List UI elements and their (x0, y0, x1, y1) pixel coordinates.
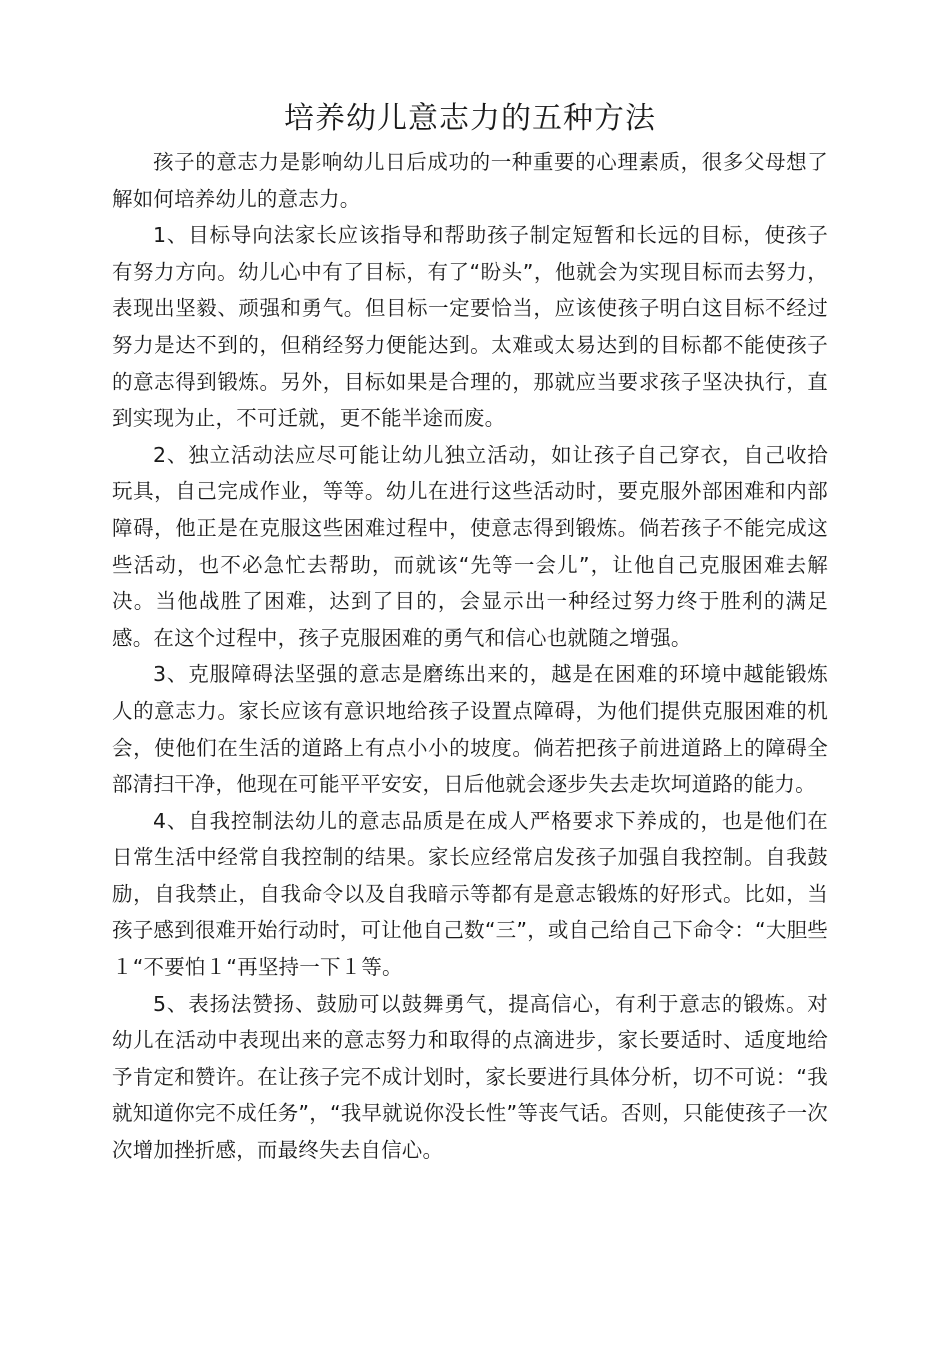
document-title: 培养幼儿意志力的五种方法 (284, 101, 656, 136)
method-2-paragraph: 2、独立活动法应尽可能让幼儿独立活动，如让孩子自己穿衣，自己收拾玩具，自己完成作业，等等。幼儿在进行这些活动时，要克服外部困难和内部障碍，他正是在克服这些困难过程中，使意志得到锻炼。倘若孩子不能完成这些活动，也不必急忙去帮助，而就该“先等一会儿”，让他自己克服困难去解决。当他战胜了困难，达到了目的，会显示出一种经过努力终于胜利的满足感。在这个过程中，孩子克服困难的勇气和信心也就随之增强。 (112, 442, 828, 650)
intro-paragraph: 孩子的意志力是影响幼儿日后成功的一种重要的心理素质，很多父母想了解如何培养幼儿的意志力。 (112, 150, 828, 211)
method-4-paragraph: 4、自我控制法幼儿的意志品质是在成人严格要求下养成的，也是他们在日常生活中经常自我控制的结果。家长应经常启发孩子加强自我控制。自我鼓励，自我禁止，自我命令以及自我暗示等都有是意志锻炼的好形式。比如，当孩子感到很难开始行动时，可让他自己数“三”，或自己给自己下命令：“大胆些１“不要怕１“再坚持一下１等。 (112, 808, 828, 980)
method-3-paragraph: 3、克服障碍法坚强的意志是磨练出来的，越是在困难的环境中越能锻炼人的意志力。家长应该有意识地给孩子设置点障碍，为他们提供克服困难的机会，使他们在生活的道路上有点小小的坡度。倘若把孩子前进道路上的障碍全部清扫干净，他现在可能平平安安，日后他就会逐步失去走坎坷道路的能力。 (112, 662, 828, 797)
method-1-paragraph: 1、目标导向法家长应该指导和帮助孩子制定短暂和长远的目标，使孩子有努力方向。幼儿心中有了目标，有了“盼头”，他就会为实现目标而去努力，表现出坚毅、顽强和勇气。但目标一定要恰当，应该使孩子明白这目标不经过努力是达不到的，但稍经努力便能达到。太难或太易达到的目标都不能使孩子的意志得到锻炼。另外，目标如果是合理的，那就应当要求孩子坚决执行，直到实现为止，不可迁就，更不能半途而废。 (112, 223, 828, 431)
document-body (112, 96, 828, 1169)
method-5-paragraph: 5、表扬法赞扬、鼓励可以鼓舞勇气，提高信心，有利于意志的锻炼。对幼儿在活动中表现出来的意志努力和取得的点滴进步，家长要适时、适度地给予肯定和赞许。在让孩子完不成计划时，家长要进行具体分析，切不可说：“我就知道你完不成任务”，“我早就说你没长性”等丧气话。否则，只能使孩子一次次增加挫折感，而最终失去自信心。 (112, 991, 828, 1163)
